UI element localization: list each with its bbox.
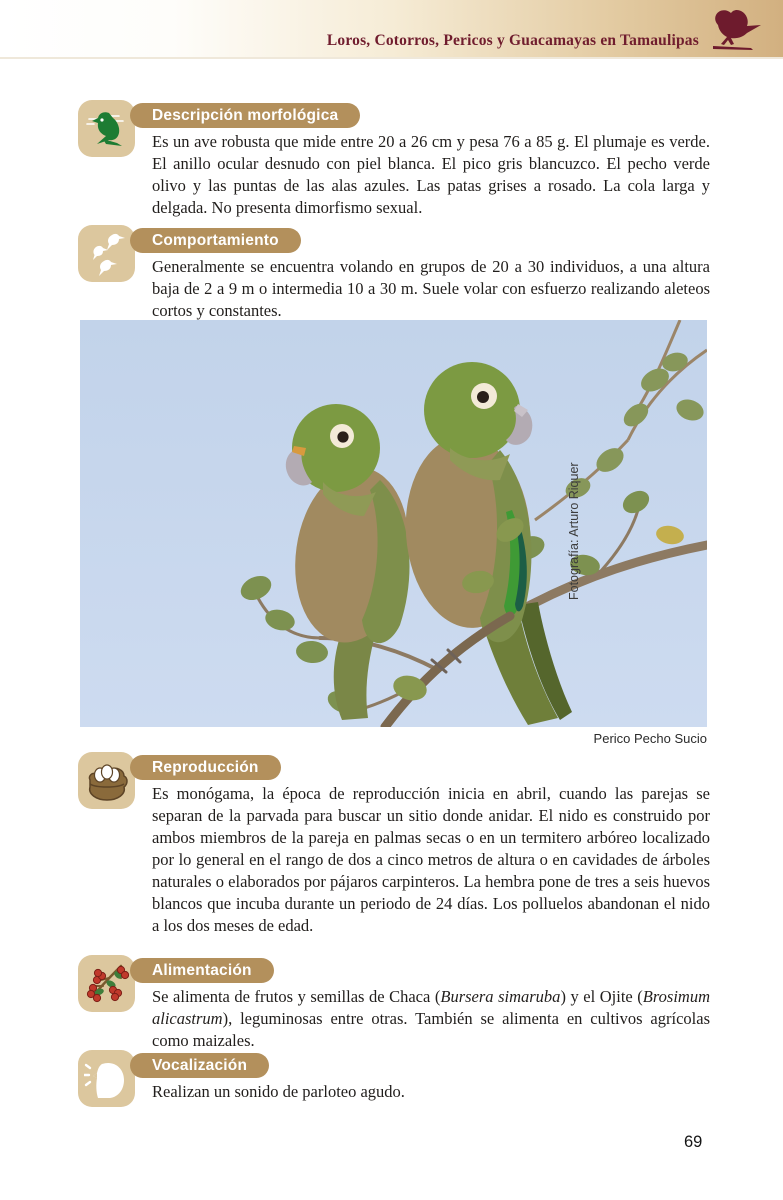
section-title: Vocalización [152, 1056, 248, 1074]
berries-icon [78, 955, 135, 1012]
photo-illustration [80, 320, 707, 727]
parrot-silhouette-icon [703, 7, 761, 51]
photo-credit: Fotografía: Arturo Riquer [567, 462, 581, 600]
header-band [0, 0, 783, 59]
bird-photo [80, 320, 707, 727]
calling-bird-icon [78, 1050, 135, 1107]
section-title: Comportamiento [152, 231, 279, 249]
section-body: Es monógama, la época de reproducción inicia en abril, cuando las parejas se separan de la parvada para buscar un sitio donde anidar. El nido es construido por ambos miembros de la pareja en palmas secas o en un termitero arbóreo localizado por lo general en el rango de dos a cinco metros de altura o en cavidades de árboles naturales o elaborados por pájaros carpinteros. La hembra pone de tres a seis huevos blancos que incuba durante un periodo de 24 días. Los polluelos abandonan el nido a los dos meses de edad. [152, 784, 710, 935]
flying-birds-icon [78, 225, 135, 282]
page-number: 69 [684, 1133, 703, 1151]
section-body: Se alimenta de frutos y semillas de Chaca (Bursera simaruba) y el Ojite (Brosimum alicastrum), leguminosas entre otras. También se alimenta en cultivos agrícolas como maizales. [152, 987, 710, 1050]
photo-caption: Perico Pecho Sucio [593, 731, 707, 746]
section-title-pill [130, 958, 274, 983]
section-title: Descripción morfológica [152, 106, 339, 124]
chapter-title: Loros, Cotorros, Pericos y Guacamayas en Tamaulipas [326, 32, 699, 49]
section-body: Es un ave robusta que mide entre 20 a 26 cm y pesa 76 a 85 g. El plumaje es verde. El anillo ocular desnudo con piel blanca. El pico gris blancuzco. El pecho verde olivo y las puntas de las alas azules. Las patas grises a rosado. La cola larga y delgada. No presenta dimorfismo sexual. [152, 132, 710, 217]
section-title-pill [130, 228, 301, 253]
nest-icon [78, 752, 135, 809]
section-body: Realizan un sonido de parloteo agudo. [152, 1082, 405, 1101]
green-parrot-icon [78, 100, 135, 157]
section-title-pill [130, 755, 281, 780]
section-title-pill [130, 103, 360, 128]
section-title: Reproducción [152, 758, 259, 776]
section-body: Generalmente se encuentra volando en grupos de 20 a 30 individuos, a una altura baja de 2 a 9 m o intermedia 10 a 30 m. Suele volar con esfuerzo realizando aleteos cortos y constantes. [152, 257, 710, 320]
section-title: Alimentación [152, 961, 252, 979]
section-title-pill [130, 1053, 269, 1078]
